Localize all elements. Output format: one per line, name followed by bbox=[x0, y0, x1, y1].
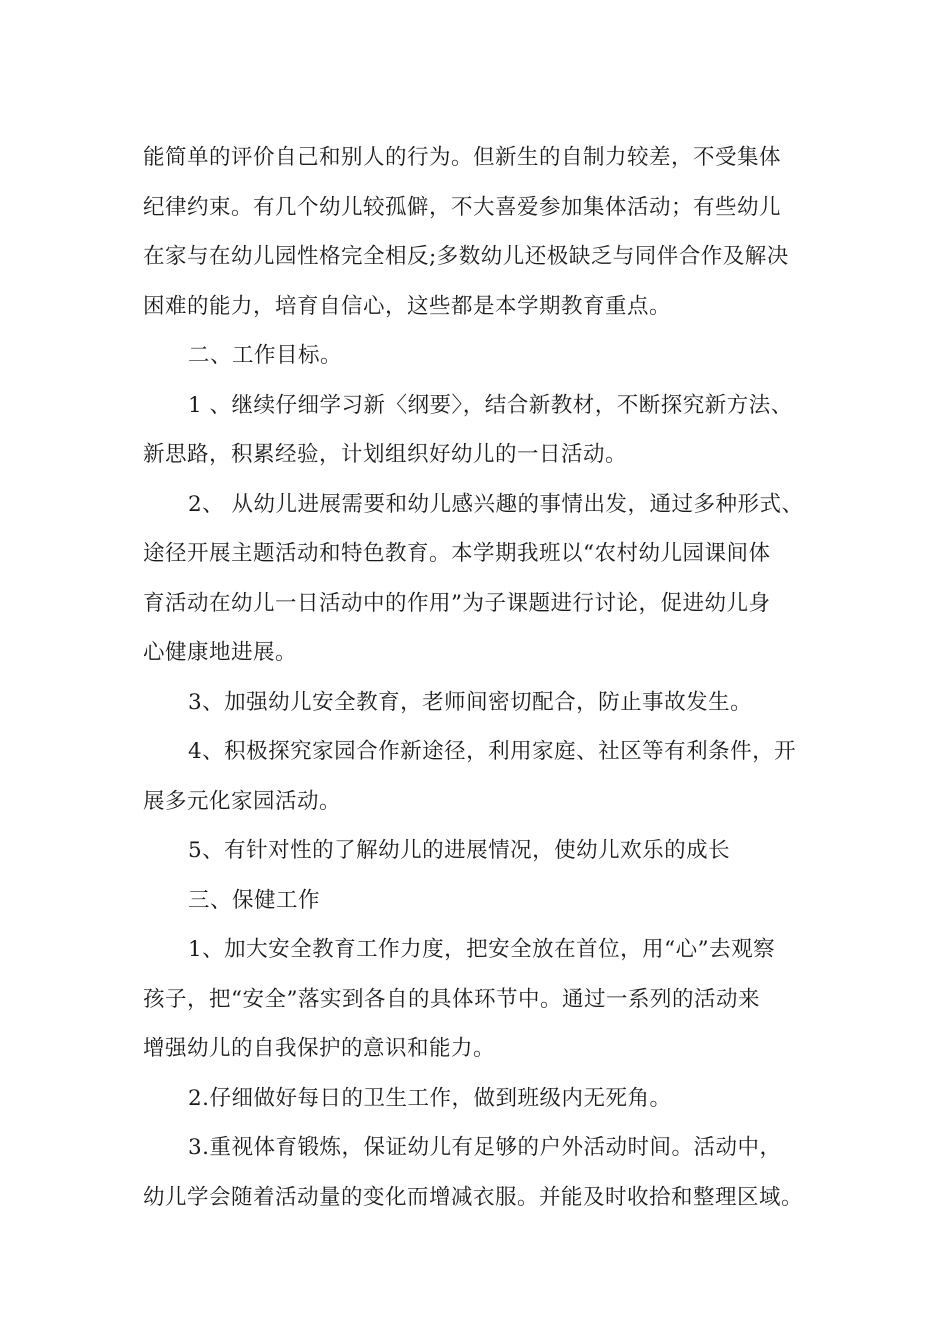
text-line: 1 、继续仔细学习新〈纲要〉，结合新教材，不断探究新方法、 bbox=[188, 392, 793, 418]
section-heading: 二、工作目标。 bbox=[188, 343, 343, 368]
text-line: 2、 从幼儿进展需要和幼儿感兴趣的事情出发，通过多种形式、 bbox=[188, 491, 804, 517]
text-line: 1、加大安全教育工作力度，把安全放在首位，用“心”去观察 bbox=[188, 937, 776, 962]
text-line: 孩子，把“安全”落实到各自的具体环节中。通过一系列的活动来 bbox=[143, 986, 760, 1012]
text-line: 新思路，积累经验，计划组织好幼儿的一日活动。 bbox=[143, 442, 628, 467]
text-line: 展多元化家园活动。 bbox=[143, 788, 342, 814]
text-line: 2.仔细做好每日的卫生工作，做到班级内无死角。 bbox=[188, 1085, 672, 1111]
text-line: 3、加强幼儿安全教育，老师间密切配合，防止事故发生。 bbox=[188, 689, 753, 715]
text-line: 纪律约束。有几个幼儿较孤僻，不大喜爱参加集体活动；有些幼儿 bbox=[143, 194, 782, 220]
text-line: 心健康地进展。 bbox=[143, 640, 298, 665]
section-heading: 三、保健工作 bbox=[188, 887, 321, 913]
text-line: 增强幼儿的自我保护的意识和能力。 bbox=[143, 1036, 496, 1061]
text-line: 途径开展主题活动和特色教育。本学期我班以“农村幼儿园课间体 bbox=[143, 541, 771, 566]
text-line: 育活动在幼儿一日活动中的作用”为子课题进行讨论，促进幼儿身 bbox=[143, 590, 771, 616]
text-line: 能简单的评价自己和别人的行为。但新生的自制力较差，不受集体 bbox=[143, 145, 782, 170]
text-line: 5、有针对性的了解幼儿的进展情况，使幼儿欢乐的成长 bbox=[188, 838, 731, 863]
text-line: 4、积极探究家园合作新途径，利用家庭、社区等有利条件，开 bbox=[188, 739, 797, 764]
text-line: 3.重视体育锻炼，保证幼儿有足够的户外活动时间。活动中， bbox=[188, 1135, 782, 1160]
text-line: 困难的能力，培育自信心，这些都是本学期教育重点。 bbox=[143, 293, 672, 319]
text-line: 幼儿学会随着活动量的变化而增减衣服。并能及时收拾和整理区域。 bbox=[143, 1184, 804, 1210]
text-line: 在家与在幼儿园性格完全相反;多数幼儿还极缺乏与同伴合作及解决 bbox=[143, 244, 789, 269]
body-text bbox=[143, 133, 833, 1222]
